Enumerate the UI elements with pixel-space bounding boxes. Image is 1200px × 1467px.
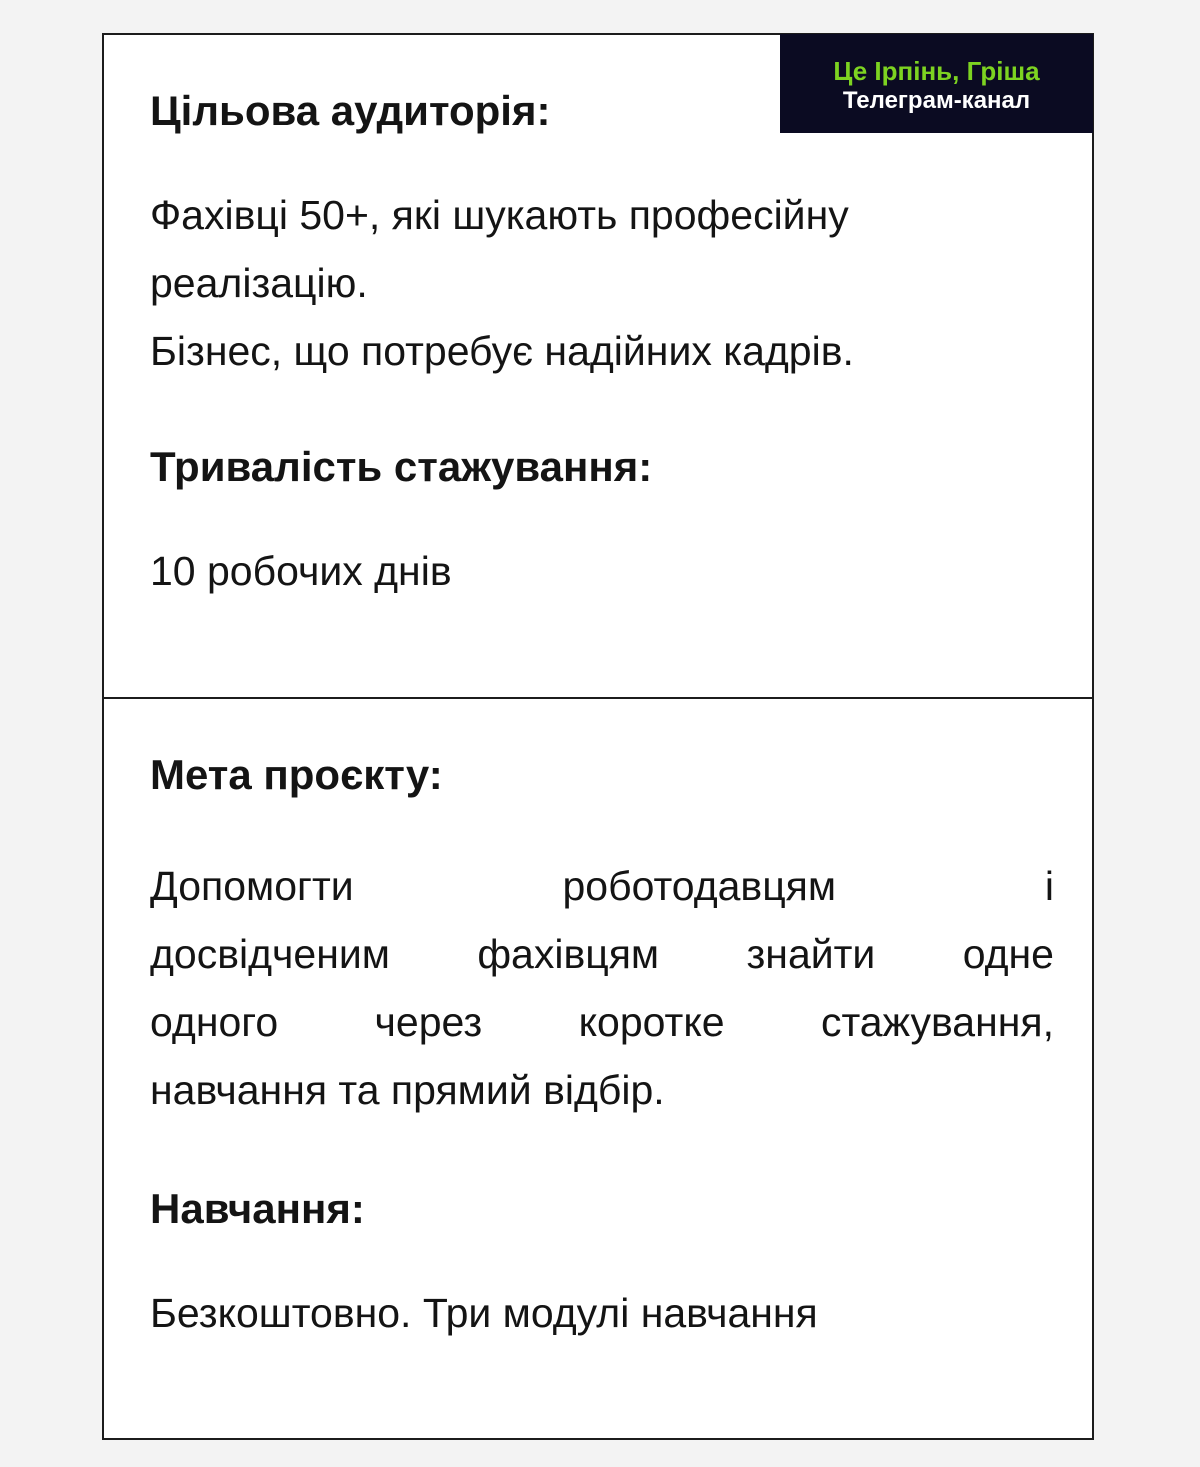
channel-badge [780, 34, 1093, 133]
audience-line: реалізацію. [150, 260, 368, 306]
goal-heading: Мета проєкту: [150, 751, 443, 798]
goal-line [150, 852, 1054, 920]
goal-word: одне [962, 931, 1054, 977]
audience-line: Бізнес, що потребує надійних кадрів. [150, 328, 854, 374]
goal-line [150, 1056, 1054, 1124]
channel-badge-subtitle: Телеграм-канал [842, 87, 1031, 114]
goal-word: через [374, 999, 483, 1045]
goal-word: коротке [578, 999, 725, 1045]
audience-text [150, 181, 854, 385]
goal-word: навчання та прямий відбір. [150, 1067, 665, 1113]
goal-word: стажування, [820, 999, 1054, 1045]
bottom-info-card [102, 697, 1094, 1440]
duration-value: 10 робочих днів [150, 548, 452, 594]
audience-line: Фахівці 50+, які шукають професійну [150, 192, 849, 238]
goal-word: знайти [746, 931, 876, 977]
goal-word: досвідченим [150, 931, 390, 977]
audience-heading: Цільова аудиторія: [150, 87, 551, 134]
training-heading: Навчання: [150, 1185, 365, 1232]
goal-word: і [1044, 863, 1054, 909]
top-info-card [102, 33, 1094, 699]
training-value: Безкоштовно. Три модулі навчання [150, 1290, 818, 1336]
goal-word: роботодавцям [562, 863, 837, 909]
goal-line [150, 988, 1054, 1056]
goal-word: Допомогти [150, 863, 354, 909]
channel-badge-title: Це Ірпінь, Гріша [833, 56, 1040, 86]
duration-heading: Тривалість стажування: [150, 443, 653, 490]
goal-text [150, 852, 1054, 1124]
goal-line [150, 920, 1054, 988]
goal-word: одного [150, 999, 279, 1045]
goal-word: фахівцям [477, 931, 660, 977]
